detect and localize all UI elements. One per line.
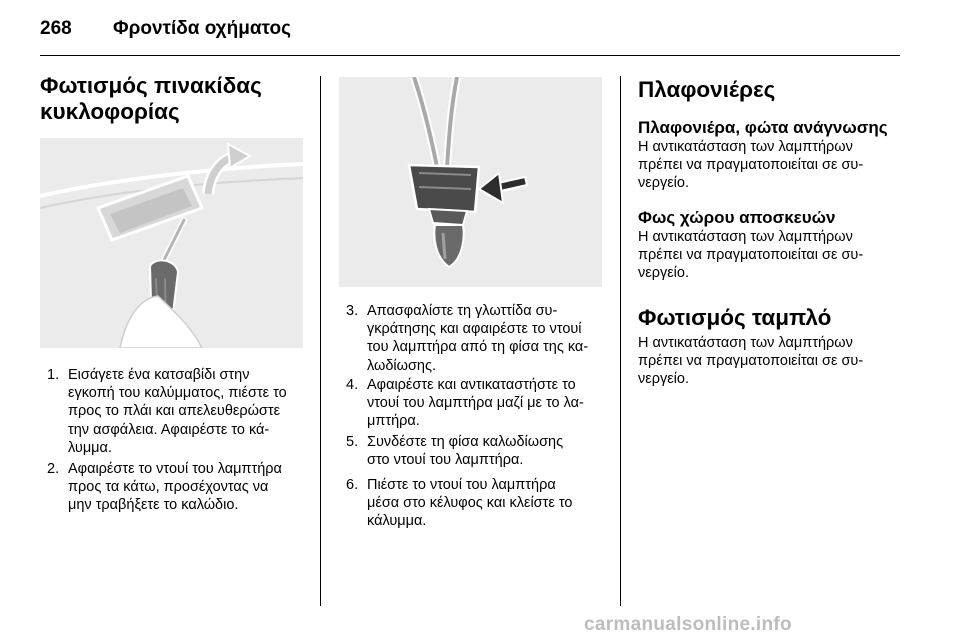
step-line: Αφαιρέστε το ντουί του λαμπτήρα <box>68 461 282 477</box>
step-4 <box>346 376 616 431</box>
step-line: Απασφαλίστε τη γλωττίδα συ- <box>367 303 558 319</box>
column-divider-right <box>620 76 621 606</box>
subsection-title-reading-lights: Πλαφονιέρα, φώτα ανάγνωσης <box>638 118 888 137</box>
step-line: την ασφάλεια. Αφαιρέστε το κά- <box>68 421 270 438</box>
step-2 <box>47 460 317 515</box>
step-line: λυμμα. <box>68 439 112 456</box>
chapter-title: Φροντίδα οχήματος <box>113 18 291 39</box>
body-line: νεργείο. <box>638 175 689 192</box>
step-number: 1. <box>47 367 60 383</box>
step-1 <box>47 366 317 457</box>
step-line: λωδίωσης. <box>367 357 436 374</box>
step-line: μέσα στο κέλυφος και κλείστε το <box>367 495 573 512</box>
section-heading-line1: Φωτισμός πινακίδας <box>40 73 262 98</box>
step-line: κάλυμμα. <box>367 513 427 530</box>
step-line: του λαμπτήρα από τη φίσα της κα- <box>367 339 589 356</box>
step-number: 5. <box>346 434 359 450</box>
step-line: εγκοπή του καλύμματος, πιέστε το <box>68 385 287 402</box>
body-line: Η αντικατάσταση των λαμπτήρων <box>638 229 853 245</box>
column-divider-left <box>320 76 321 606</box>
header-rule <box>40 55 900 56</box>
step-line: προς τα κάτω, προσέχοντας να <box>68 479 269 496</box>
step-5 <box>346 433 616 469</box>
section-title-dashboard-light: Φωτισμός ταμπλό <box>638 305 832 330</box>
subsection-body-reading-lights <box>638 138 863 193</box>
step-number: 4. <box>346 377 359 393</box>
step-line: στο ντουί του λαμπτήρα. <box>367 452 524 469</box>
step-line: μην τραβήξετε το καλώδιο. <box>68 497 239 514</box>
step-line: Συνδέστε τη φίσα καλωδίωσης <box>367 434 564 450</box>
body-line: Η αντικατάσταση των λαμπτήρων <box>638 335 853 351</box>
bulb-holder-illustration <box>339 77 602 287</box>
step-line: Πιέστε το ντουί του λαμπτήρα <box>367 477 556 493</box>
section-title-interior-lights: Πλαφονιέρες <box>638 77 776 102</box>
step-6 <box>346 476 616 531</box>
step-number: 2. <box>47 461 60 477</box>
step-number: 3. <box>346 303 359 319</box>
step-line: Αφαιρέστε και αντικαταστήστε το <box>367 377 576 393</box>
step-line: γκράτησης και αφαιρέστε το ντουί <box>367 321 582 338</box>
step-3 <box>346 302 616 375</box>
body-line: νεργείο. <box>638 371 689 388</box>
body-line: πρέπει να πραγματοποιείται σε συ- <box>638 247 864 264</box>
body-line: πρέπει να πραγματοποιείται σε συ- <box>638 157 864 174</box>
body-line: νεργείο. <box>638 265 689 282</box>
step-line: μπτήρα. <box>367 413 420 430</box>
page-number: 268 <box>40 18 72 39</box>
step-line: προς το πλάι και απελευθερώστε <box>68 403 281 420</box>
section-heading-plate-light <box>40 73 262 125</box>
step-line: Εισάγετε ένα κατσαβίδι στην <box>68 367 250 383</box>
step-number: 6. <box>346 477 359 493</box>
subsection-title-luggage-light: Φως χώρου αποσκευών <box>638 208 836 227</box>
body-line: πρέπει να πραγματοποιείται σε συ- <box>638 353 864 370</box>
section-body-dashboard-light <box>638 334 863 389</box>
subsection-body-luggage-light <box>638 228 863 283</box>
section-heading-line2: κυκλοφορίας <box>40 99 180 124</box>
body-line: Η αντικατάσταση των λαμπτήρων <box>638 139 853 155</box>
watermark: carmanualsonline.info <box>584 614 792 635</box>
step-line: ντουί του λαμπτήρα μαζί με το λα- <box>367 395 584 412</box>
plate-light-illustration <box>40 138 303 348</box>
